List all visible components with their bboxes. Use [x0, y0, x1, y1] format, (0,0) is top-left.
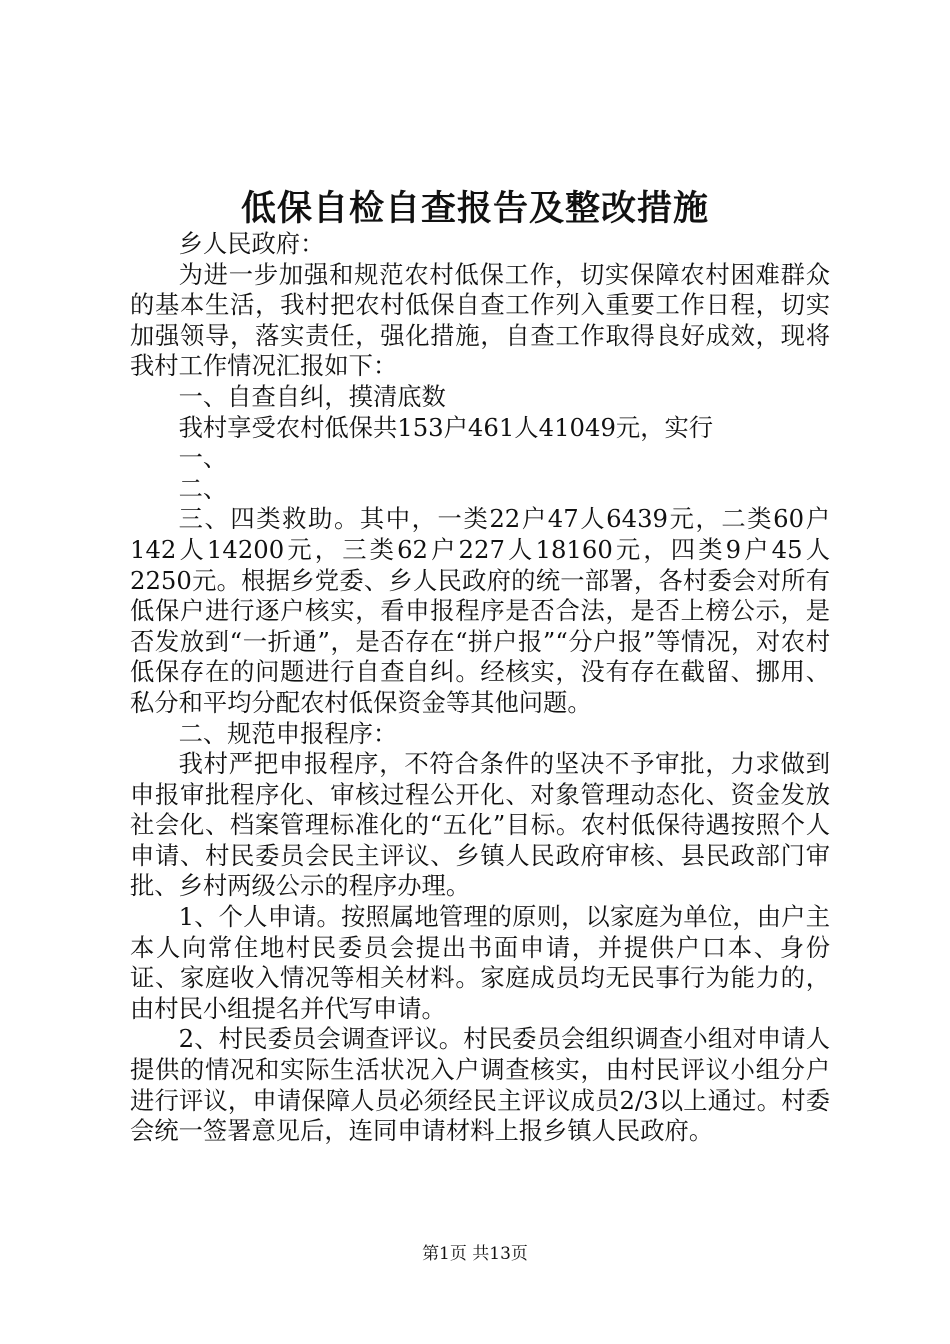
paragraph-list-marker-2: 二、	[178, 473, 228, 503]
paragraph-assistance-categories: 三、四类救助。其中，一类22户47人6439元，二类60户142人14200元，三类62户227人18160元，四类9户45人2250元。根据乡党委、乡人民政府的统一部署，各村委会对所有低保户进行逐户核实，看申报程序是否合法，是否上榜公示，是否发放到“一折通”，是否存在“拼户报”“分户报”等情况，对农村低保存在的问题进行自查自纠。经核实，没有存在截留、挪用、私分和平均分配农村低保资金等其他问题。	[130, 504, 830, 717]
document-body	[130, 229, 830, 1147]
paragraph-intro: 为进一步加强和规范农村低保工作，切实保障农村困难群众的基本生活，我村把农村低保自查工作列入重要工作日程，切实加强领导，落实责任，强化措施，自查工作取得良好成效，现将我村工作情况汇报如下：	[130, 259, 830, 381]
paragraph-village-review: 2、村民委员会调查评议。村民委员会组织调查小组对申请人提供的情况和实际生活状况入户调查核实，由村民评议小组分户进行评议，申请保障人员必须经民主评议成员2/3以上通过。村委会统一签署意见后，连同申请材料上报乡镇人民政府。	[130, 1024, 830, 1146]
section-heading-application-procedure: 二、规范申报程序：	[178, 718, 398, 748]
paragraph-list-marker-1: 一、	[178, 443, 228, 473]
document-title: 低保自检自查报告及整改措施	[240, 188, 709, 229]
paragraph-personal-application: 1、个人申请。按照属地管理的原则，以家庭为单位，由户主本人向常住地村民委员会提出书面申请，并提供户口本、身份证、家庭收入情况等相关材料。家庭成员均无民事行为能力的，由村民小组提名并代写申请。	[130, 902, 830, 1023]
paragraph-procedure: 我村严把申报程序，不符合条件的坚决不予审批，力求做到申报审批程序化、审核过程公开化、对象管理动态化、资金发放社会化、档案管理标准化的“五化”目标。农村低保待遇按照个人申请、村民委员会民主评议、乡镇人民政府审核、县民政部门审批、乡村两级公示的程序办理。	[130, 749, 830, 901]
page-footer: 第1页 共13页	[422, 1244, 528, 1264]
paragraph-salutation: 乡人民政府：	[178, 229, 325, 258]
section-heading-self-check: 一、自查自纠，摸清底数	[178, 381, 446, 411]
paragraph-statistics: 我村享受农村低保共153户461人41049元，实行	[178, 412, 714, 442]
